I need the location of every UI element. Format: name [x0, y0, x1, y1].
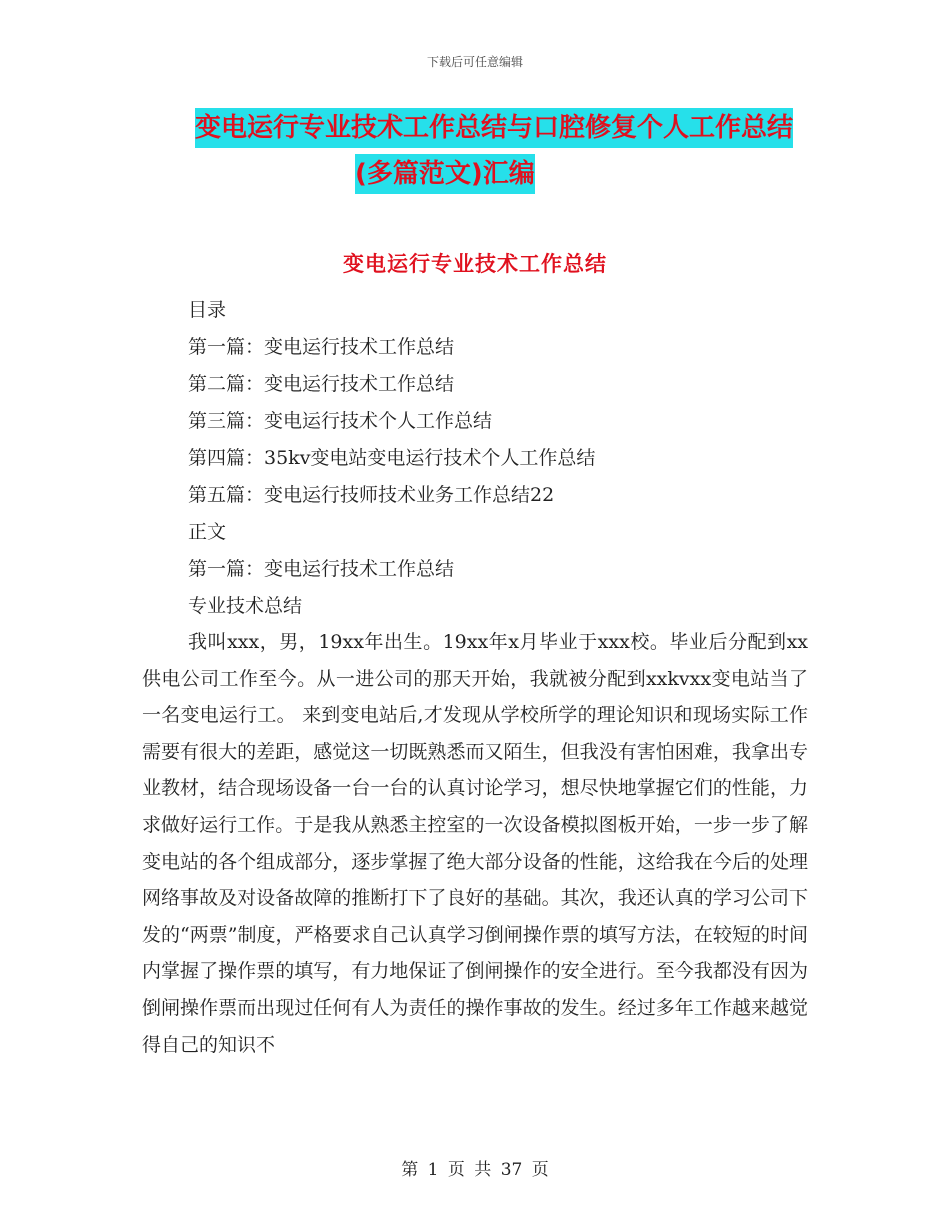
section-subtitle: 专业技术总结 — [188, 595, 303, 617]
body-paragraph: 我叫xxx，男，19xx年出生。19xx年x月毕业于xxx校。毕业后分配到xx供电公司工作至今。从一进公司的那天开始，我就被分配到xxkvxx变电站当了一名变电运行工。 来到变电站后,才发现从学校所学的理论知识和现场实际工作需要有很大的差距，感觉这一切既熟悉而又陌生，但我没有害怕困难，我拿出专业教材，结合现场设备一台一台的认真讨论学习，想尽快地掌握它们的性能，力求做好运行工作。于是我从熟悉主控室的一次设备模拟图板开始，一步一步了解变电站的各个组成部分，逐步掌握了绝大部分设备的性能，这给我在今后的处理网络事故及对设备故障的推断打下了良好的基础。其次，我还认真的学习公司下发的“两票”制度，严格要求自己认真学习倒闸操作票的填写方法，在较短的时间内掌握了操作票的填写，有力地保证了倒闸操作的安全进行。至今我都没有因为倒闸操作票而出现过任何有人为责任的操作事故的发生。经过多年工作越来越觉得自己的知识不 — [142, 631, 808, 1056]
toc-item: 第四篇：35kv变电站变电运行技术个人工作总结 — [188, 447, 596, 469]
toc-item: 第二篇：变电运行技术工作总结 — [188, 373, 455, 395]
table-of-contents — [188, 292, 595, 625]
toc-heading: 目录 — [188, 299, 227, 321]
toc-item: 第一篇：变电运行技术工作总结 — [188, 336, 455, 358]
body-heading: 正文 — [188, 521, 227, 543]
toc-item: 第五篇：变电运行技师技术业务工作总结22 — [188, 484, 555, 506]
page-number-footer: 第 1 页 共 37 页 — [401, 1160, 549, 1180]
first-section-heading: 第一篇：变电运行技术工作总结 — [188, 558, 455, 580]
toc-item: 第三篇：变电运行技术个人工作总结 — [188, 410, 493, 432]
main-title-line-2: (多篇范文)汇编 — [355, 154, 535, 194]
section-title: 变电运行专业技术工作总结 — [343, 252, 607, 276]
header-note: 下载后可任意编辑 — [426, 55, 523, 69]
main-title-line-1: 变电运行专业技术工作总结与口腔修复个人工作总结 — [195, 108, 793, 148]
